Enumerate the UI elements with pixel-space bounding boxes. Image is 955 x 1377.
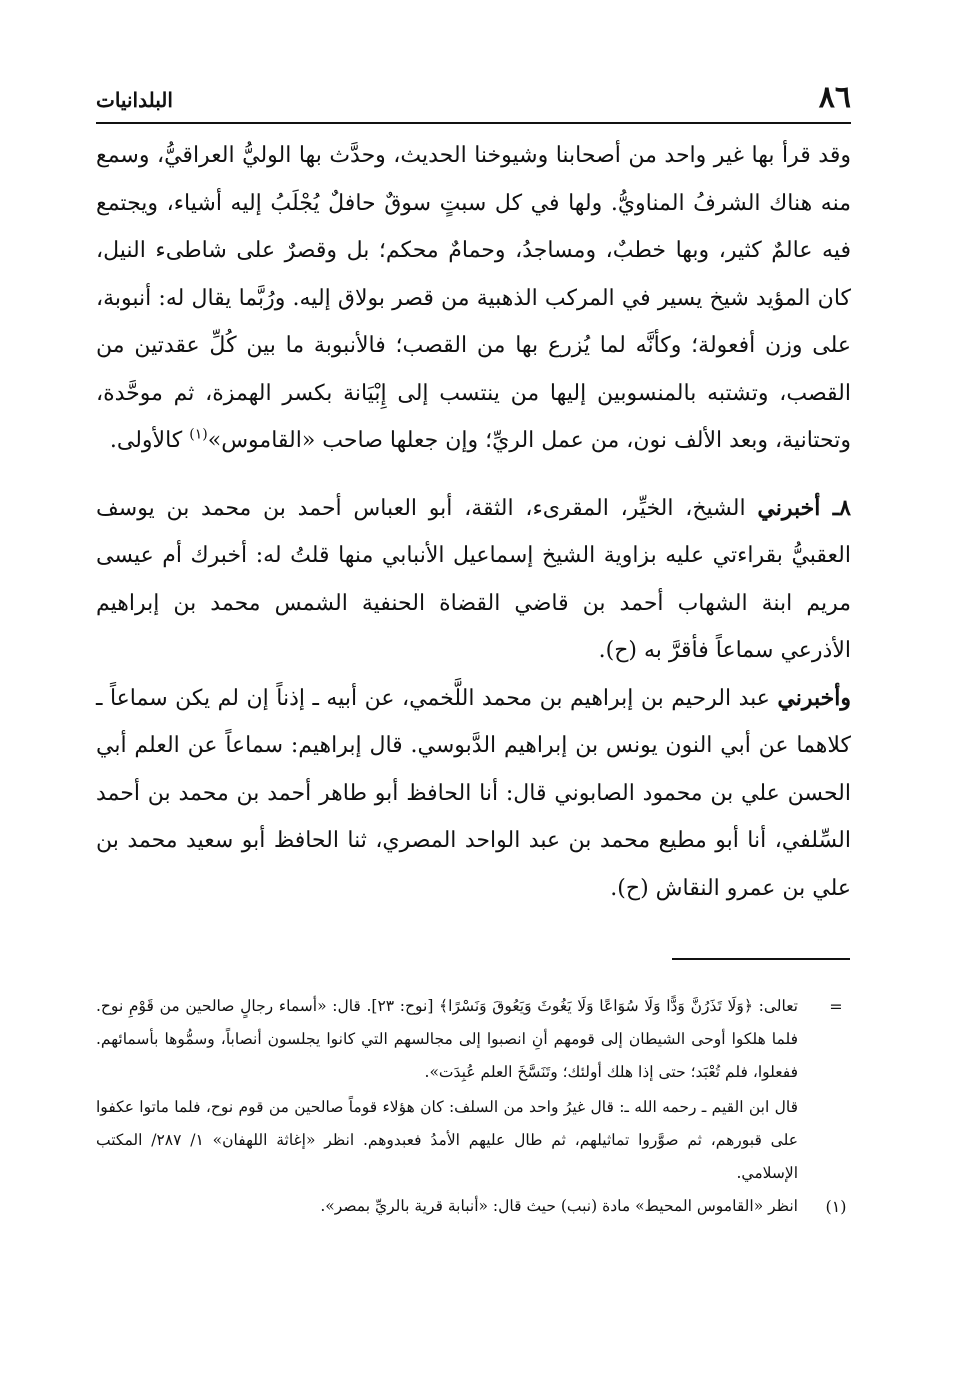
footnote-continuation: [96, 990, 856, 1089]
paragraph-3-text: عبد الرحيم بن إبراهيم بن محمد اللَّخمي، عن أبيه ـ إذناً إن لم يكن سماعاً ـ كلاهما عن أبي النون يونس بن إبراهيم الدَّبوسي. قال إبراهيم: سماعاً عن العلم أبي الحسن علي بن محمود الصابوني قال: أنا الحافظ أبو طاهر أحمد بن محمد بن أحمد السِّلفي، أنا أبو مطيع محمد بن عبد الواحد المصري، ثنا الحافظ أبو سعيد محمد بن علي بن عمرو النقاش (ح).: [96, 685, 851, 901]
paragraph-1-text: وقد قرأ بها غير واحد من أصحابنا وشيوخنا الحديث، وحدَّث بها الوليُّ العراقيُّ، وسمع منه هناك الشرفُ المناويُّ. ولها في كل سبتٍ سوقٌ حافلٌ يُجْلَبُ إليه أشياء، ويجتمع فيه عالمٌ كثير، وبها خطبٌ، ومساجدُ، وحمامٌ محكم؛ بل وقصرٌ على شاطىء النيل، كان المؤيد شيخ يسير في المركب الذهبية من قصر بولاق إليه. ورُبَّما يقال له: أنبوبة، على وزن أفعولة؛ وكأنَّه لما يُزرع بها من القصب؛ فالأنبوبة ما بين كُلِّ عقدتين من القصب، وتشتبه بالمنسوبين إليها من ينتسب إلى إِبْيَانة بكسر الهمزة، ثم موحَّدة، وتحتانية، وبعد الألف نون، من عمل الريِّ؛ وإن جعلها صاحب «القاموس»: [96, 143, 851, 453]
page-number: ٨٦: [818, 80, 851, 115]
paragraph-2-text: الشيخ، الخيِّر، المقرىء، الثقة، أبو العباس أحمد بن محمد بن يوسف العقبيُّ بقراءتي عليه بزاوية الشيخ إسماعيل الأنبابي منها قلتُ له: أخبرك أم عيسى مريم ابنة الشهاب أحمد بن قاضي القضاة الحنفية الشمس محمد بن إبراهيم الأذرعي سماعاً فأقرَّ به (ح).: [96, 495, 851, 663]
paragraph-1-end: كالأولى.: [109, 428, 190, 453]
page-header: [96, 78, 851, 124]
footnote-ref-1: (١): [189, 426, 208, 443]
footnotes: [96, 990, 856, 1223]
footnote-1-text: انظر «القاموس المحيط» مادة (نبب) حيث قال: «أنبابة قرية بالريِّ بمصر».: [320, 1197, 798, 1215]
paragraph-2-lead: ٨ـ أخبرني: [757, 494, 851, 521]
footnote-1: [96, 1190, 856, 1223]
paragraph-2: [96, 485, 851, 675]
paragraph-3-lead: وأخبرني: [777, 684, 851, 711]
footnote-continuation-text: تعالى: ﴿وَلَا تَذَرُنَّ وَدًّا وَلَا سُوَاعًا وَلَا يَغُوثَ وَيَعُوقَ وَنَسْرًا﴾ [نوح: ٢٣]. قال: «أسماء رجالٍ صالحين من قَوْمِ نوح. فلما هلكوا أوحى الشيطان إلى قومهم أنِ انصبوا إلى مجالسهم التي كانوا يجلسون أنصاباً، وسمُّوها بأسمائهم. ففعلوا، فلم تُعْبَد؛ حتى إذا هلك أولئك؛ وتَنَسَّخَ العلم عُبِدَت».: [96, 997, 798, 1081]
running-title: البلدانيات: [96, 88, 173, 112]
footnote-separator: [672, 958, 850, 960]
footnote-1-marker: (١): [825, 1197, 847, 1216]
main-text: [96, 132, 851, 912]
paragraph-3: [96, 675, 851, 913]
continuation-marker: =: [829, 997, 843, 1016]
paragraph-1: [96, 132, 851, 465]
footnote-continuation-2: قال ابن القيم ـ رحمه الله ـ: قال غيرُ واحد من السلف: كان هؤلاء قوماً صالحين من قوم نوح، فلما ماتوا عكفوا على قبورهم، ثم صوَّروا تماثيلهم، ثم طال عليهم الأمدُ فعبدوهم. انظر «إغاثة اللهفان» ١/ ٢٨٧/ المكتب الإسلامي.: [96, 1098, 798, 1182]
